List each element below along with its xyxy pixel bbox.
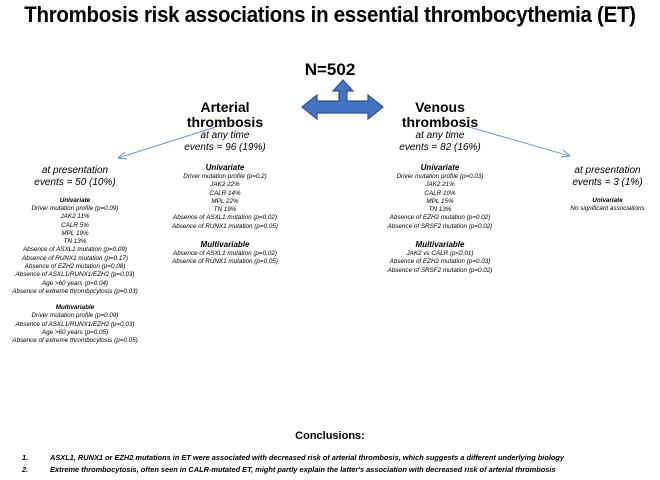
arterial-univariate-list (160, 173, 290, 231)
conclusion-text: Extreme thrombocytosis, often seen in CALR-mutated ET, might partly explain the latter's association with decreased risk of arterial thrombosis (50, 465, 556, 474)
arterial-title-line1: Arterial (200, 99, 250, 115)
conclusion-item (22, 452, 660, 464)
venous-events: events = 82 (16%) (399, 142, 481, 153)
list-item: TN 19% (213, 206, 237, 214)
list-item: TN 13% (63, 238, 87, 246)
conclusion-number: 2. (22, 465, 29, 474)
arterial-multivariable-list (160, 250, 290, 267)
block-arrow-icon (302, 80, 383, 119)
list-item: CALR 5% (61, 221, 89, 229)
list-item: Absence of EZH2 mutation (p=0.08) (24, 263, 126, 271)
list-item: Absence of SRSF2 mutation (p=0.02) (387, 266, 493, 274)
arterial-presentation-column (0, 165, 150, 345)
venous-presentation-timing: at presentation (574, 165, 641, 176)
venous-multivariable-list (375, 250, 505, 275)
list-item: Absence of ASXL1/RUNX1/EZH2 (p=0.03) (15, 271, 135, 279)
venous-presentation-events: events = 3 (1%) (572, 177, 643, 188)
arterial-multivariable-heading: Multivariable (200, 240, 250, 250)
list-item: No significant associations (570, 205, 645, 212)
arterial-presentation-multivariable-list (0, 312, 150, 345)
list-item: Absence of ASXL1 mutation (p=0.02) (173, 250, 277, 258)
arterial-presentation-univariate-heading: Univariate (59, 197, 91, 204)
arterial-title-line2: thrombosis (186, 114, 264, 130)
list-item: Age >60 years (p=0.05) (41, 328, 109, 336)
list-item: Absence of EZH2 mutation (p=0.03) (389, 258, 491, 266)
list-item: Driver mutation profile (p=0.2) (183, 173, 267, 180)
sample-size-label: N=502 (304, 60, 356, 79)
list-item: JAK2 11% (60, 213, 90, 221)
list-item: Absence of RUNX1 mutation (p=0.05) (172, 222, 278, 230)
list-item: CALR 10% (424, 189, 456, 197)
venous-column (375, 100, 505, 275)
list-item: Absence of ASXL1 mutation (p=0.09) (23, 246, 127, 254)
list-item: Absence of SRSF2 mutation (p=0.02) (387, 222, 493, 230)
list-item: Absence of RUNX1 mutation (p=0.05) (172, 258, 278, 266)
list-item: Absence of extreme thrombocytosis (p=0.03) (12, 287, 138, 295)
list-item: MPL 15% (426, 197, 454, 205)
arterial-timing: at any time (200, 130, 250, 141)
list-item: Driver mutation profile (p=0.09) (31, 205, 119, 212)
venous-multivariable-heading: Multivariable (415, 240, 465, 250)
venous-timing: at any time (415, 130, 465, 141)
arterial-column (160, 100, 290, 267)
conclusion-number: 1. (22, 453, 29, 462)
arterial-presentation-timing: at presentation (41, 165, 109, 176)
conclusions-list (22, 452, 660, 476)
list-item: JAK2 vs CALR (p<0.01) (406, 250, 474, 258)
list-item: MPL 22% (211, 197, 239, 205)
arterial-presentation-events: events = 50 (10%) (34, 177, 116, 188)
arterial-events: events = 96 (19%) (184, 142, 266, 153)
list-item: Absence of ASXL1/RUNX1/EZH2 (p=0.03) (15, 320, 135, 328)
conclusions-heading: Conclusions: (295, 430, 365, 442)
list-item: JAK2 21% (425, 181, 455, 189)
venous-univariate-list (375, 173, 505, 231)
list-item: JAK2 22% (210, 181, 240, 189)
list-item: Absence of ASXL1 mutation (p=0.02) (173, 214, 277, 222)
page-title: Thrombosis risk associations in essential thrombocythemia (ET) (24, 2, 636, 27)
venous-title-line1: Venous (415, 99, 465, 115)
list-item: Driver mutation profile (p=0.03) (396, 173, 484, 180)
list-item: Age >60 years (p=0.04) (41, 279, 109, 287)
venous-presentation-univariate-heading: Univariate (592, 197, 623, 204)
arterial-presentation-univariate-list (0, 205, 150, 296)
venous-presentation-column (555, 165, 660, 213)
list-item: TN 13% (428, 206, 452, 214)
list-item: CALR 14% (209, 189, 241, 197)
arterial-univariate-heading: Univariate (205, 163, 245, 172)
list-item: Driver mutation profile (p=0.09) (31, 312, 119, 320)
venous-univariate-heading: Univariate (420, 163, 460, 172)
venous-title-line2: thrombosis (401, 114, 479, 130)
list-item: Absence of extreme thrombocytosis (p=0.05) (12, 337, 138, 345)
venous-presentation-univariate-list (555, 205, 660, 213)
list-item: Absence of EZH2 mutation (p=0.02) (389, 214, 491, 222)
list-item: Absence of RUNX1 mutation (p=0.17) (22, 254, 128, 262)
list-item: MPL 19% (61, 229, 89, 237)
arterial-presentation-multivariable-heading: Multivariable (55, 304, 95, 312)
conclusion-item (22, 464, 660, 476)
conclusion-text: ASXL1, RUNX1 or EZH2 mutations in ET were associated with decreased risk of arterial thrombosis, which suggests a different underlying biology (50, 453, 565, 462)
